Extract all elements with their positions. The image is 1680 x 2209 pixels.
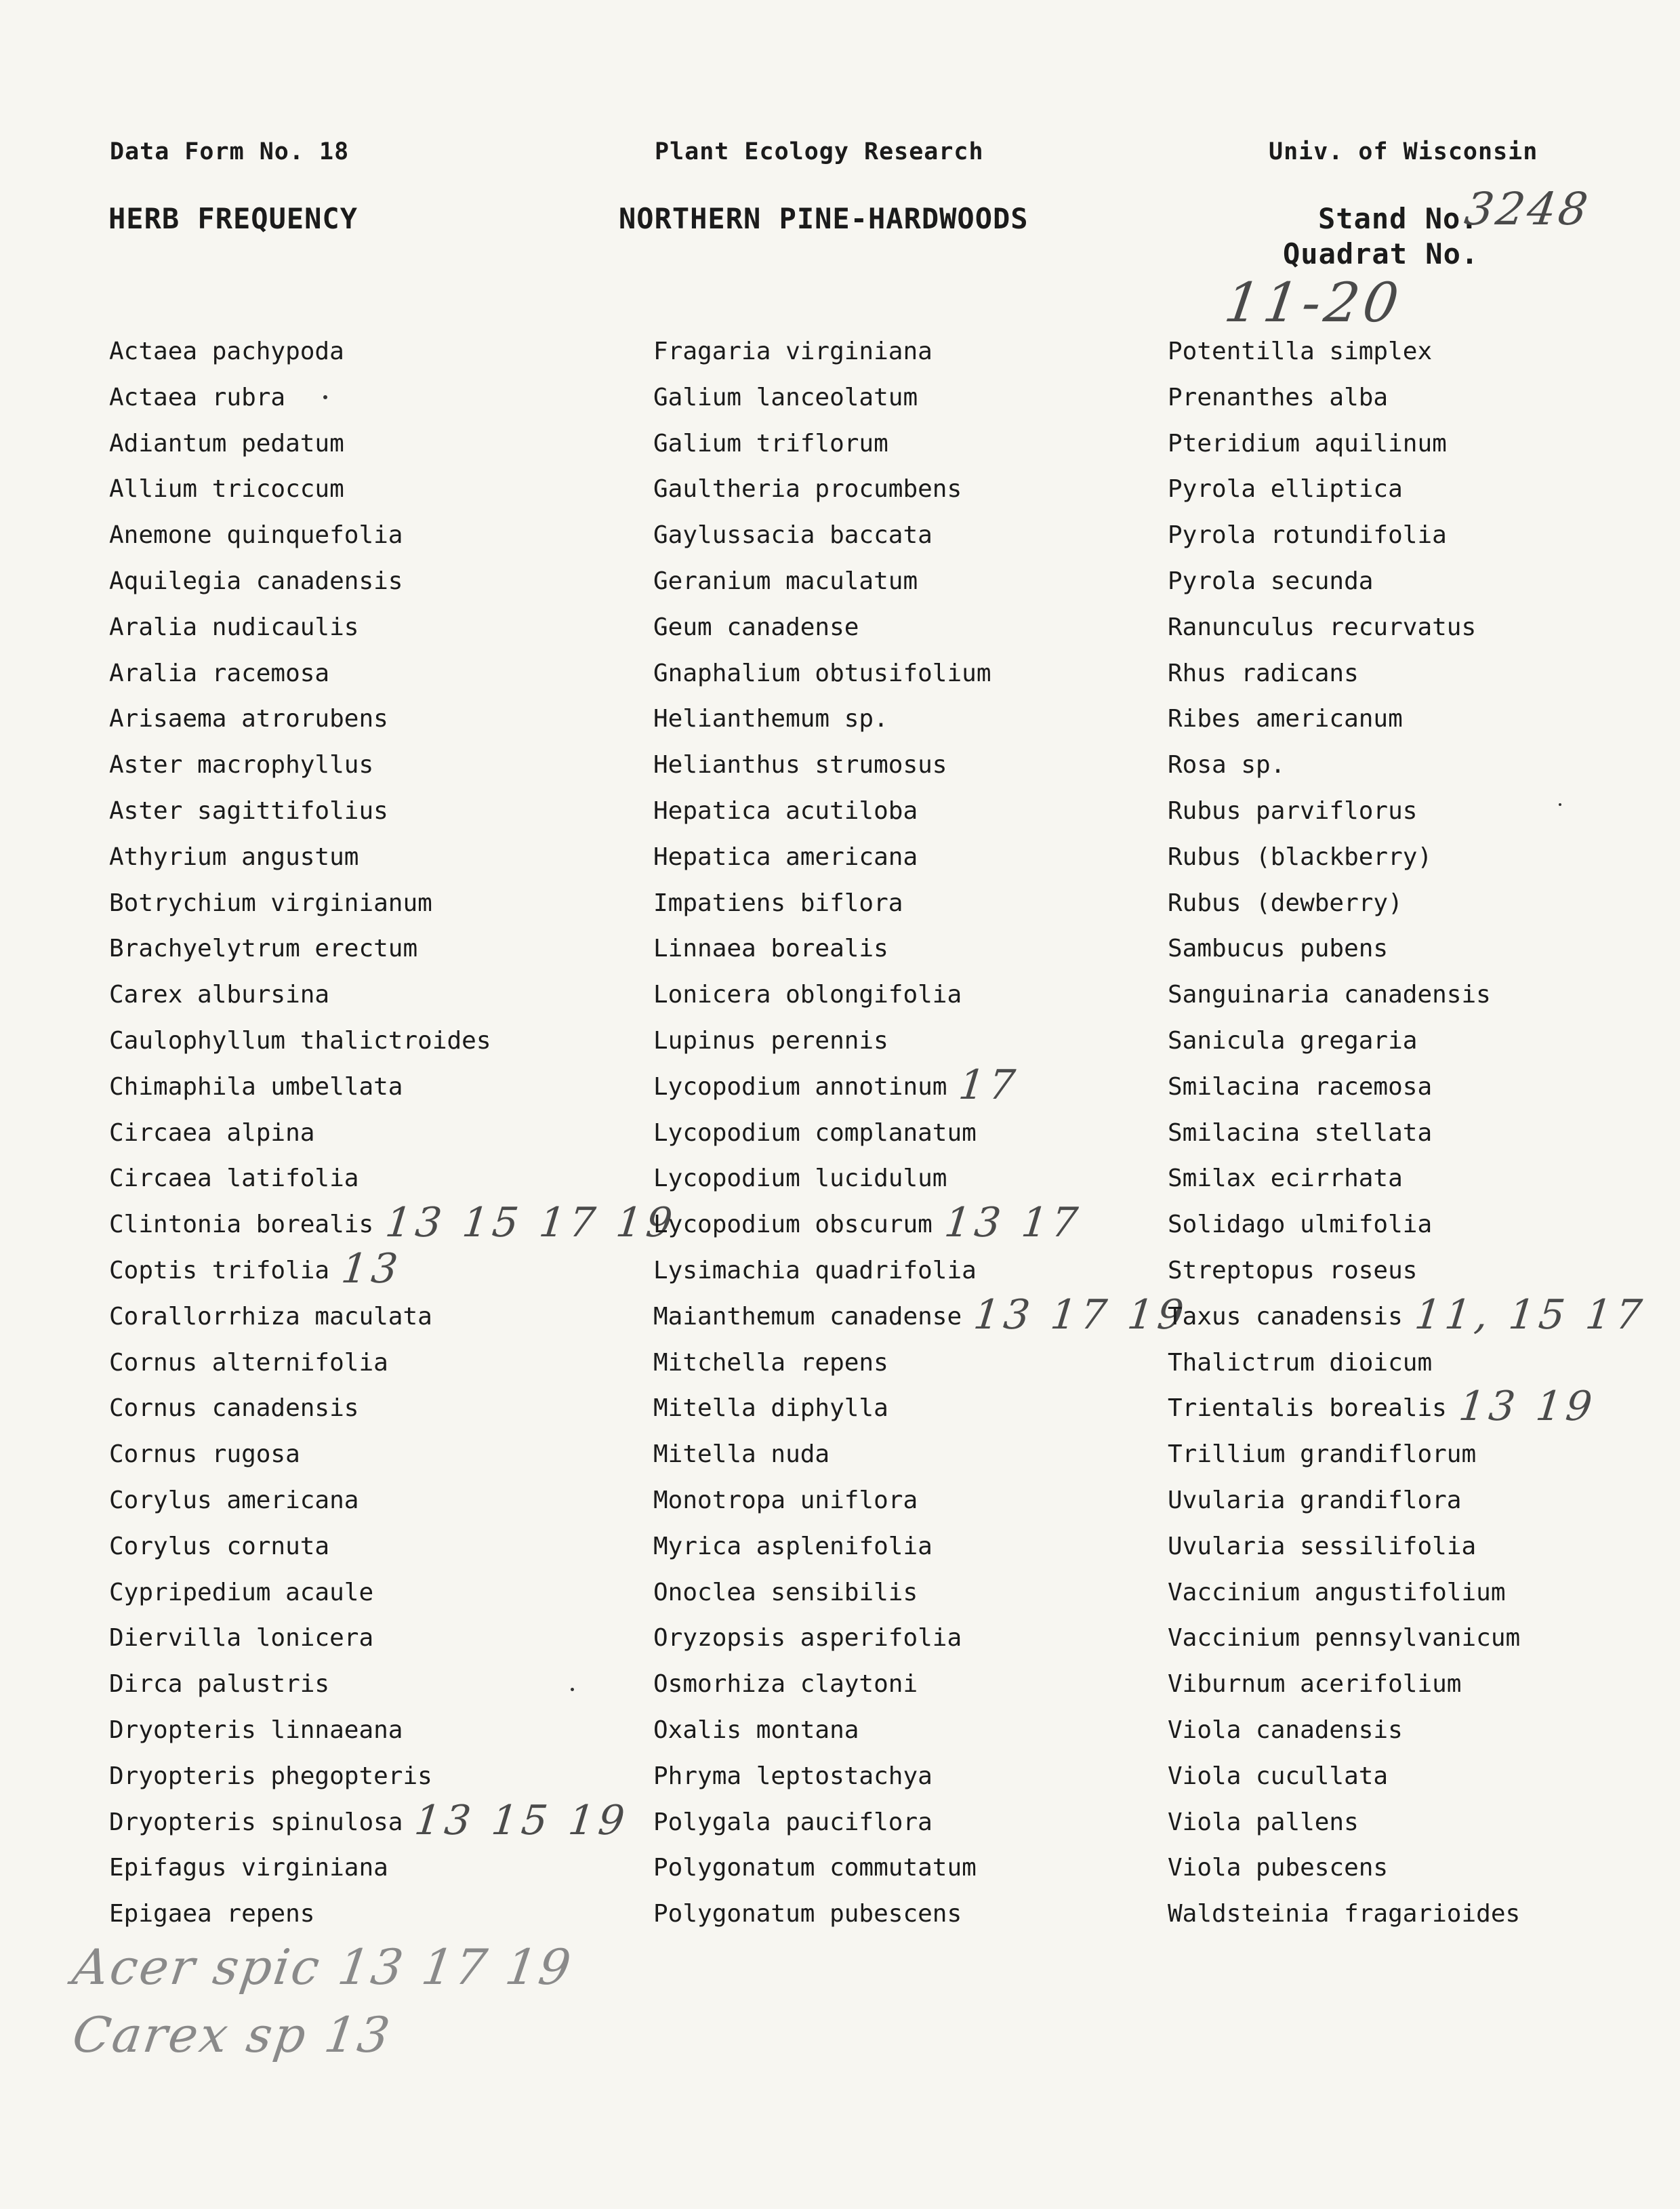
species-row bbox=[1168, 834, 1680, 880]
species-name: Onoclea sensibilis bbox=[653, 1578, 918, 1606]
species-row bbox=[109, 742, 638, 788]
species-row bbox=[109, 1385, 638, 1432]
species-row bbox=[1168, 1707, 1680, 1754]
species-row bbox=[109, 1524, 638, 1570]
species-name: Lonicera oblongifolia bbox=[653, 981, 962, 1009]
species-name: Sanguinaria canadensis bbox=[1168, 981, 1491, 1009]
species-name: Coptis trifolia bbox=[109, 1256, 330, 1284]
form-title: HERB FREQUENCY bbox=[108, 202, 358, 235]
species-row bbox=[1168, 421, 1680, 467]
species-name: Rubus parviflorus bbox=[1168, 796, 1418, 825]
species-name: Viola canadensis bbox=[1168, 1716, 1403, 1744]
species-row bbox=[653, 605, 1182, 651]
species-row bbox=[109, 1244, 638, 1294]
species-row bbox=[109, 1110, 638, 1156]
species-row bbox=[109, 1199, 679, 1248]
handwritten-frequency-note: 13 17 19 bbox=[971, 1291, 1191, 1339]
species-row bbox=[653, 559, 1182, 605]
species-row bbox=[109, 972, 638, 1018]
species-row bbox=[653, 1478, 1182, 1524]
species-name: Corylus cornuta bbox=[109, 1532, 330, 1560]
species-name: Aster macrophyllus bbox=[109, 751, 374, 779]
species-name: Viola pubescens bbox=[1168, 1854, 1389, 1882]
stand-label: Stand No. bbox=[1318, 202, 1479, 235]
species-row bbox=[653, 1891, 1182, 1937]
form-number: Data Form No. 18 bbox=[110, 138, 350, 165]
species-row bbox=[653, 651, 1182, 697]
species-row bbox=[653, 926, 1182, 972]
species-row bbox=[109, 1570, 638, 1616]
species-row bbox=[1168, 1018, 1680, 1064]
species-name: Rubus (blackberry) bbox=[1168, 843, 1433, 871]
species-row bbox=[1168, 1064, 1680, 1110]
species-name: Lycopodium annotinum bbox=[653, 1072, 947, 1101]
species-row bbox=[109, 1340, 638, 1386]
species-name: Fragaria virginiana bbox=[653, 338, 933, 365]
university: Univ. of Wisconsin bbox=[1269, 138, 1538, 165]
species-row bbox=[1168, 466, 1680, 512]
species-name: Botrychium virginianum bbox=[109, 889, 432, 917]
species-row bbox=[1168, 1800, 1680, 1846]
species-row bbox=[1168, 329, 1680, 375]
species-name: Cornus canadensis bbox=[109, 1394, 359, 1423]
species-name: Vaccinium angustifolium bbox=[1168, 1578, 1506, 1606]
species-name: Waldsteinia fragarioides bbox=[1168, 1900, 1521, 1928]
species-row bbox=[109, 696, 638, 742]
handwritten-addition: Acer spic 13 17 19 bbox=[69, 1939, 577, 1995]
species-name: Clintonia borealis bbox=[109, 1211, 374, 1239]
species-name: Linnaea borealis bbox=[653, 935, 888, 963]
species-name: Polygala pauciflora bbox=[653, 1808, 933, 1836]
species-row bbox=[1168, 742, 1680, 788]
species-row bbox=[109, 1707, 638, 1754]
species-row bbox=[653, 375, 1182, 421]
species-name: Allium tricoccum bbox=[109, 475, 344, 504]
species-name: Viola cucullata bbox=[1168, 1762, 1389, 1790]
species-name: Phryma leptostachya bbox=[653, 1762, 933, 1790]
species-name: Helianthus strumosus bbox=[653, 751, 947, 779]
species-row bbox=[653, 1661, 1182, 1707]
species-row bbox=[109, 1754, 638, 1800]
species-name: Sanicula gregaria bbox=[1168, 1026, 1418, 1055]
species-name: Viola pallens bbox=[1168, 1808, 1359, 1836]
species-name: Gaylussacia baccata bbox=[653, 521, 933, 550]
handwritten-frequency-note: 13 15 17 19 bbox=[383, 1199, 679, 1247]
species-name: Lycopodium complanatum bbox=[653, 1118, 977, 1147]
species-row bbox=[109, 1615, 638, 1661]
species-column-1 bbox=[109, 329, 679, 1937]
species-name: Dryopteris linnaeana bbox=[109, 1716, 403, 1744]
species-row bbox=[1168, 1248, 1680, 1294]
species-name: Geranium maculatum bbox=[653, 567, 918, 595]
species-row bbox=[653, 1754, 1182, 1800]
species-row bbox=[1168, 1570, 1680, 1616]
species-row bbox=[109, 1018, 638, 1064]
species-row bbox=[653, 512, 1182, 559]
species-row bbox=[653, 1845, 1182, 1891]
species-row bbox=[653, 880, 1182, 927]
forest-type: NORTHERN PINE-HARDWOODS bbox=[619, 202, 1029, 235]
species-name: Aralia racemosa bbox=[109, 659, 330, 687]
species-row bbox=[1168, 1891, 1680, 1937]
species-name: Rubus (dewberry) bbox=[1168, 889, 1403, 917]
species-name: Cypripedium acaule bbox=[109, 1578, 374, 1606]
species-row bbox=[1168, 1156, 1680, 1202]
species-row bbox=[653, 1110, 1182, 1156]
ink-speck bbox=[571, 1688, 574, 1691]
species-name: Polygonatum pubescens bbox=[653, 1900, 962, 1928]
quadrat-number-handwritten: 11-20 bbox=[1221, 271, 1407, 334]
species-row bbox=[1168, 1340, 1680, 1386]
species-row bbox=[653, 1707, 1182, 1754]
species-row bbox=[1168, 1845, 1680, 1891]
species-name: Athyrium angustum bbox=[109, 843, 359, 871]
species-name: Epifagus virginiana bbox=[109, 1854, 388, 1882]
species-name: Trillium grandiflorum bbox=[1168, 1440, 1477, 1469]
species-row bbox=[1168, 1478, 1680, 1524]
ink-speck bbox=[1559, 803, 1561, 806]
handwritten-addition: Carex sp 13 bbox=[69, 2006, 395, 2063]
species-row bbox=[109, 926, 638, 972]
species-row bbox=[653, 466, 1182, 512]
handwritten-frequency-note: 13 bbox=[339, 1244, 405, 1293]
species-name: Galium lanceolatum bbox=[653, 383, 918, 411]
species-row bbox=[109, 559, 638, 605]
species-name: Thalictrum dioicum bbox=[1168, 1348, 1433, 1377]
species-name: Smilacina racemosa bbox=[1168, 1072, 1433, 1101]
species-row bbox=[1168, 1291, 1680, 1340]
species-name: Mitchella repens bbox=[653, 1348, 888, 1377]
species-name: Diervilla lonicera bbox=[109, 1624, 374, 1653]
species-name: Chimaphila umbellata bbox=[109, 1072, 403, 1101]
species-column-3 bbox=[1168, 329, 1680, 1937]
species-name: Ranunculus recurvatus bbox=[1168, 613, 1477, 641]
species-name: Lycopodium lucidulum bbox=[653, 1164, 947, 1193]
species-row bbox=[1168, 926, 1680, 972]
species-row bbox=[1168, 696, 1680, 742]
species-row bbox=[1168, 1385, 1680, 1432]
species-name: Smilacina stellata bbox=[1168, 1118, 1433, 1147]
species-name: Mitella nuda bbox=[653, 1440, 830, 1469]
species-row bbox=[653, 1570, 1182, 1616]
species-name: Pyrola secunda bbox=[1168, 567, 1374, 595]
ink-speck bbox=[323, 395, 327, 399]
species-row bbox=[109, 1294, 638, 1340]
species-row bbox=[653, 329, 1182, 375]
species-row bbox=[1168, 1524, 1680, 1570]
species-name: Caulophyllum thalictroides bbox=[109, 1026, 491, 1055]
species-name: Carex albursina bbox=[109, 981, 330, 1009]
species-row bbox=[653, 1385, 1182, 1432]
stand-number-handwritten: 3248 bbox=[1461, 183, 1594, 235]
quadrat-label: Quadrat No. bbox=[1283, 237, 1479, 270]
species-row bbox=[109, 1432, 638, 1478]
species-name: Potentilla simplex bbox=[1168, 338, 1433, 365]
species-row bbox=[1168, 605, 1680, 651]
species-row bbox=[1168, 559, 1680, 605]
species-row bbox=[653, 788, 1182, 834]
species-name: Circaea latifolia bbox=[109, 1164, 359, 1193]
species-row bbox=[653, 1432, 1182, 1478]
species-row bbox=[109, 788, 638, 834]
species-name: Rosa sp. bbox=[1168, 751, 1286, 779]
species-row bbox=[653, 1800, 1182, 1846]
species-row bbox=[1168, 651, 1680, 697]
species-row bbox=[653, 421, 1182, 467]
species-name: Taxus canadensis bbox=[1168, 1302, 1403, 1331]
species-name: Myrica asplenifolia bbox=[653, 1532, 933, 1560]
species-name: Streptopus roseus bbox=[1168, 1256, 1418, 1284]
species-row bbox=[109, 834, 638, 880]
species-name: Pteridium aquilinum bbox=[1168, 429, 1447, 458]
species-row bbox=[109, 1796, 638, 1846]
handwritten-frequency-note: 13 15 19 bbox=[412, 1796, 632, 1844]
species-name: Sambucus pubens bbox=[1168, 935, 1389, 963]
species-name: Arisaema atrorubens bbox=[109, 705, 388, 733]
species-name: Lycopodium obscurum bbox=[653, 1211, 933, 1239]
species-row bbox=[109, 880, 638, 927]
species-name: Solidago ulmifolia bbox=[1168, 1211, 1433, 1239]
species-name: Osmorhiza claytoni bbox=[653, 1670, 918, 1699]
species-name: Actaea rubra bbox=[109, 383, 286, 411]
species-row bbox=[109, 1478, 638, 1524]
species-row bbox=[1168, 1661, 1680, 1707]
handwritten-frequency-note: 13 19 bbox=[1456, 1383, 1599, 1431]
species-name: Hepatica acutiloba bbox=[653, 796, 918, 825]
species-row bbox=[653, 1199, 1182, 1248]
organization: Plant Ecology Research bbox=[655, 138, 984, 165]
species-row bbox=[653, 696, 1182, 742]
species-row bbox=[109, 1891, 638, 1937]
species-name: Oryzopsis asperifolia bbox=[653, 1624, 962, 1653]
species-row bbox=[1168, 375, 1680, 421]
species-row bbox=[653, 1248, 1182, 1294]
species-name: Aster sagittifolius bbox=[109, 796, 388, 825]
species-row bbox=[109, 605, 638, 651]
species-name: Maianthemum canadense bbox=[653, 1302, 962, 1331]
species-row bbox=[1168, 1110, 1680, 1156]
species-name: Epigaea repens bbox=[109, 1900, 315, 1928]
species-row bbox=[109, 421, 638, 467]
handwritten-frequency-note: 11, 15 17 bbox=[1412, 1291, 1648, 1339]
species-name: Adiantum pedatum bbox=[109, 429, 344, 458]
species-name: Lysimachia quadrifolia bbox=[653, 1256, 977, 1284]
species-row bbox=[1168, 1615, 1680, 1661]
species-name: Uvularia sessilifolia bbox=[1168, 1532, 1477, 1560]
species-name: Anemone quinquefolia bbox=[109, 521, 403, 550]
species-name: Impatiens biflora bbox=[653, 889, 903, 917]
species-row bbox=[653, 742, 1182, 788]
species-row bbox=[109, 1661, 638, 1707]
species-row bbox=[653, 972, 1182, 1018]
species-name: Gnaphalium obtusifolium bbox=[653, 659, 991, 687]
species-row bbox=[109, 1064, 638, 1110]
species-name: Aquilegia canadensis bbox=[109, 567, 403, 595]
species-column-2 bbox=[653, 329, 1191, 1937]
species-row bbox=[109, 512, 638, 559]
species-row bbox=[1168, 880, 1680, 927]
species-row bbox=[1168, 1432, 1680, 1478]
species-name: Corylus americana bbox=[109, 1486, 359, 1514]
species-name: Pyrola elliptica bbox=[1168, 475, 1403, 504]
species-row bbox=[1168, 1754, 1680, 1800]
species-row bbox=[1168, 972, 1680, 1018]
species-name: Prenanthes alba bbox=[1168, 383, 1389, 411]
species-name: Mitella diphylla bbox=[653, 1394, 888, 1423]
species-name: Cornus alternifolia bbox=[109, 1348, 388, 1377]
species-name: Trientalis borealis bbox=[1168, 1394, 1447, 1423]
species-row bbox=[653, 1340, 1182, 1386]
species-name: Monotropa uniflora bbox=[653, 1486, 918, 1514]
species-row bbox=[1168, 788, 1680, 834]
species-row bbox=[653, 834, 1182, 880]
species-row bbox=[653, 1156, 1182, 1202]
species-name: Geum canadense bbox=[653, 613, 859, 641]
species-name: Galium triflorum bbox=[653, 429, 888, 458]
species-row bbox=[1168, 512, 1680, 559]
species-name: Hepatica americana bbox=[653, 843, 918, 871]
handwritten-frequency-note: 13 17 bbox=[942, 1199, 1084, 1247]
species-name: Helianthemum sp. bbox=[653, 705, 888, 733]
species-name: Polygonatum commutatum bbox=[653, 1854, 977, 1882]
species-name: Lupinus perennis bbox=[653, 1026, 888, 1055]
species-row bbox=[653, 1061, 1182, 1110]
species-name: Aralia nudicaulis bbox=[109, 613, 359, 641]
species-row bbox=[653, 1524, 1182, 1570]
species-name: Gaultheria procumbens bbox=[653, 475, 962, 504]
species-row bbox=[653, 1615, 1182, 1661]
species-name: Smilax ecirrhata bbox=[1168, 1164, 1403, 1193]
species-row bbox=[1168, 1202, 1680, 1248]
species-row bbox=[109, 1156, 638, 1202]
species-name: Cornus rugosa bbox=[109, 1440, 300, 1469]
species-name: Circaea alpina bbox=[109, 1118, 315, 1147]
species-row bbox=[109, 375, 638, 421]
species-row bbox=[109, 1845, 638, 1891]
species-name: Viburnum acerifolium bbox=[1168, 1670, 1462, 1699]
species-name: Oxalis montana bbox=[653, 1716, 859, 1744]
species-name: Corallorrhiza maculata bbox=[109, 1302, 432, 1331]
species-row bbox=[653, 1291, 1191, 1340]
species-name: Actaea pachypoda bbox=[109, 338, 344, 365]
species-row bbox=[109, 329, 638, 375]
species-name: Ribes americanum bbox=[1168, 705, 1403, 733]
species-row bbox=[653, 1018, 1182, 1064]
handwritten-frequency-note: 17 bbox=[956, 1061, 1022, 1109]
species-name: Dirca palustris bbox=[109, 1670, 330, 1699]
species-name: Dryopteris spinulosa bbox=[109, 1808, 403, 1836]
species-name: Dryopteris phegopteris bbox=[109, 1762, 432, 1790]
species-name: Vaccinium pennsylvanicum bbox=[1168, 1624, 1521, 1653]
species-name: Pyrola rotundifolia bbox=[1168, 521, 1447, 550]
species-name: Uvularia grandiflora bbox=[1168, 1486, 1462, 1514]
species-row bbox=[109, 466, 638, 512]
species-row bbox=[109, 651, 638, 697]
species-name: Rhus radicans bbox=[1168, 659, 1359, 687]
species-name: Brachyelytrum erectum bbox=[109, 935, 418, 963]
